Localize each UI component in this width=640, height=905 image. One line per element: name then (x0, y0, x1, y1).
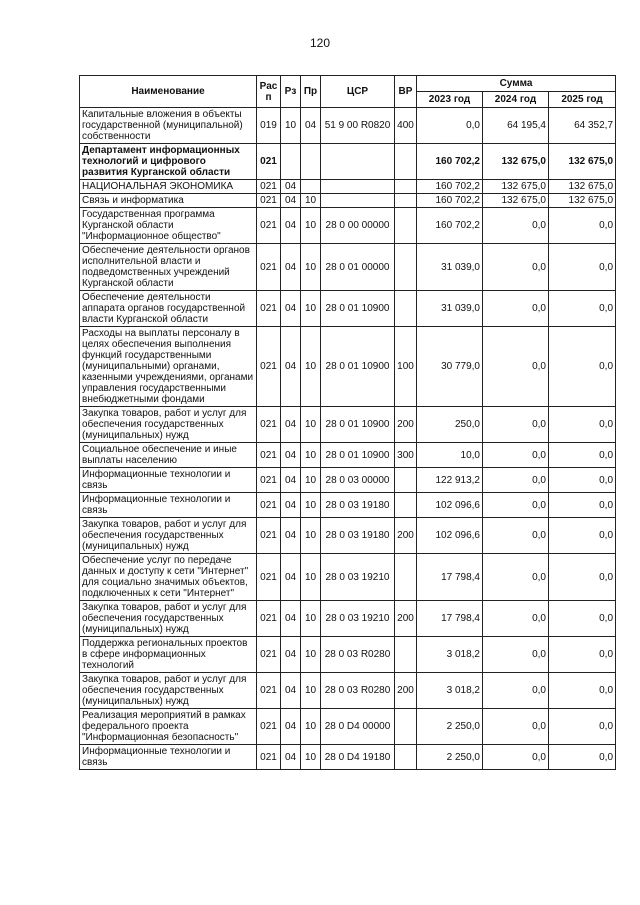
cell-y2024: 0,0 (483, 468, 549, 493)
cell-y2023: 3 018,2 (417, 637, 483, 673)
cell-y2024: 132 675,0 (483, 180, 549, 194)
cell-pr: 10 (301, 291, 321, 327)
cell-rz: 04 (281, 180, 301, 194)
table-row (80, 291, 616, 327)
table-row (80, 108, 616, 144)
cell-csr (321, 144, 395, 180)
cell-vr (395, 554, 417, 601)
cell-vr (395, 493, 417, 518)
cell-csr: 28 0 D4 19180 (321, 745, 395, 770)
cell-csr: 28 0 03 R0280 (321, 637, 395, 673)
cell-y2025: 132 675,0 (549, 194, 616, 208)
cell-vr (395, 180, 417, 194)
cell-y2023: 160 702,2 (417, 180, 483, 194)
cell-ras: 021 (257, 291, 281, 327)
cell-y2023: 2 250,0 (417, 745, 483, 770)
cell-y2023: 160 702,2 (417, 144, 483, 180)
cell-pr: 10 (301, 468, 321, 493)
cell-rz: 04 (281, 407, 301, 443)
cell-y2023: 17 798,4 (417, 601, 483, 637)
cell-y2024: 0,0 (483, 244, 549, 291)
cell-y2024: 0,0 (483, 673, 549, 709)
cell-ras: 021 (257, 709, 281, 745)
cell-name: Информационные технологии и связь (80, 745, 257, 770)
cell-name: Связь и информатика (80, 194, 257, 208)
cell-y2025: 132 675,0 (549, 180, 616, 194)
cell-pr: 10 (301, 244, 321, 291)
cell-ras: 021 (257, 745, 281, 770)
cell-y2023: 250,0 (417, 407, 483, 443)
cell-y2024: 0,0 (483, 601, 549, 637)
cell-y2024: 0,0 (483, 291, 549, 327)
cell-csr (321, 194, 395, 208)
cell-vr: 100 (395, 327, 417, 407)
table-row (80, 468, 616, 493)
cell-pr: 10 (301, 673, 321, 709)
header-2025: 2025 год (549, 92, 616, 108)
cell-y2023: 160 702,2 (417, 208, 483, 244)
cell-vr (395, 468, 417, 493)
cell-ras: 021 (257, 443, 281, 468)
cell-y2024: 132 675,0 (483, 194, 549, 208)
cell-name: Информационные технологии и связь (80, 468, 257, 493)
table-row (80, 144, 616, 180)
cell-y2023: 2 250,0 (417, 709, 483, 745)
cell-y2025: 0,0 (549, 709, 616, 745)
cell-y2025: 0,0 (549, 554, 616, 601)
cell-vr: 200 (395, 407, 417, 443)
cell-y2023: 160 702,2 (417, 194, 483, 208)
cell-ras: 021 (257, 144, 281, 180)
table-row (80, 673, 616, 709)
cell-ras: 019 (257, 108, 281, 144)
table-row (80, 745, 616, 770)
cell-y2025: 0,0 (549, 673, 616, 709)
cell-vr (395, 194, 417, 208)
cell-ras: 021 (257, 244, 281, 291)
cell-vr (395, 144, 417, 180)
cell-y2024: 132 675,0 (483, 144, 549, 180)
cell-vr (395, 291, 417, 327)
header-name: Наименование (80, 76, 257, 108)
table-row (80, 518, 616, 554)
cell-name: Закупка товаров, работ и услуг для обеспечения государственных (муниципальных) нужд (80, 407, 257, 443)
header-2024: 2024 год (483, 92, 549, 108)
cell-y2025: 0,0 (549, 208, 616, 244)
table-row (80, 194, 616, 208)
cell-rz: 04 (281, 518, 301, 554)
cell-y2025: 0,0 (549, 518, 616, 554)
header-rz: Рз (281, 76, 301, 108)
cell-y2024: 0,0 (483, 493, 549, 518)
cell-y2024: 0,0 (483, 637, 549, 673)
cell-y2023: 10,0 (417, 443, 483, 468)
cell-ras: 021 (257, 493, 281, 518)
cell-csr: 28 0 01 10900 (321, 291, 395, 327)
cell-name: Департамент информационных технологий и цифрового развития Курганской области (80, 144, 257, 180)
cell-y2023: 30 779,0 (417, 327, 483, 407)
cell-y2023: 31 039,0 (417, 244, 483, 291)
cell-rz: 04 (281, 194, 301, 208)
cell-name: Информационные технологии и связь (80, 493, 257, 518)
cell-ras: 021 (257, 601, 281, 637)
cell-csr: 28 0 01 10900 (321, 407, 395, 443)
cell-vr: 200 (395, 518, 417, 554)
cell-rz: 04 (281, 637, 301, 673)
cell-y2025: 0,0 (549, 468, 616, 493)
header-vr: ВР (395, 76, 417, 108)
cell-name: Обеспечение деятельности аппарата органов государственной власти Курганской области (80, 291, 257, 327)
cell-y2023: 31 039,0 (417, 291, 483, 327)
header-2023: 2023 год (417, 92, 483, 108)
cell-y2024: 0,0 (483, 407, 549, 443)
cell-csr: 28 0 03 19210 (321, 554, 395, 601)
cell-rz: 04 (281, 709, 301, 745)
table-row (80, 554, 616, 601)
cell-y2025: 0,0 (549, 407, 616, 443)
table-row (80, 443, 616, 468)
cell-name: Закупка товаров, работ и услуг для обеспечения государственных (муниципальных) нужд (80, 673, 257, 709)
cell-ras: 021 (257, 208, 281, 244)
cell-pr: 10 (301, 194, 321, 208)
cell-pr: 10 (301, 327, 321, 407)
cell-y2025: 64 352,7 (549, 108, 616, 144)
cell-name: Закупка товаров, работ и услуг для обеспечения государственных (муниципальных) нужд (80, 601, 257, 637)
cell-y2025: 0,0 (549, 745, 616, 770)
cell-rz: 04 (281, 327, 301, 407)
cell-name: Поддержка региональных проектов в сфере информационных технологий (80, 637, 257, 673)
header-sum: Сумма (417, 76, 616, 92)
table-row (80, 327, 616, 407)
cell-csr: 28 0 03 19180 (321, 493, 395, 518)
cell-vr (395, 745, 417, 770)
cell-y2023: 122 913,2 (417, 468, 483, 493)
cell-ras: 021 (257, 518, 281, 554)
cell-pr (301, 144, 321, 180)
cell-ras: 021 (257, 194, 281, 208)
cell-csr: 28 0 D4 00000 (321, 709, 395, 745)
cell-csr: 28 0 00 00000 (321, 208, 395, 244)
table-row (80, 709, 616, 745)
cell-name: Расходы на выплаты персоналу в целях обеспечения выполнения функций государственными (муниципальными) органами, казенными учреждениями, органами управления государственными внебюджетными фондами (80, 327, 257, 407)
cell-y2025: 0,0 (549, 443, 616, 468)
cell-ras: 021 (257, 673, 281, 709)
cell-csr: 28 0 03 R0280 (321, 673, 395, 709)
cell-pr: 10 (301, 709, 321, 745)
cell-y2025: 0,0 (549, 601, 616, 637)
cell-y2023: 102 096,6 (417, 493, 483, 518)
cell-csr: 51 9 00 R0820 (321, 108, 395, 144)
cell-pr: 10 (301, 554, 321, 601)
cell-pr: 10 (301, 745, 321, 770)
cell-y2023: 102 096,6 (417, 518, 483, 554)
header-pr: Пр (301, 76, 321, 108)
cell-pr: 10 (301, 208, 321, 244)
table-row (80, 244, 616, 291)
cell-ras: 021 (257, 180, 281, 194)
cell-csr (321, 180, 395, 194)
cell-y2024: 0,0 (483, 554, 549, 601)
cell-ras: 021 (257, 468, 281, 493)
cell-vr (395, 637, 417, 673)
cell-rz: 04 (281, 468, 301, 493)
cell-csr: 28 0 03 19210 (321, 601, 395, 637)
cell-y2024: 64 195,4 (483, 108, 549, 144)
cell-rz: 04 (281, 601, 301, 637)
cell-name: Капитальные вложения в объекты государственной (муниципальной) собственности (80, 108, 257, 144)
cell-rz: 10 (281, 108, 301, 144)
cell-rz: 04 (281, 493, 301, 518)
cell-pr: 10 (301, 493, 321, 518)
header-csr: ЦСР (321, 76, 395, 108)
table-row (80, 180, 616, 194)
page-number: 120 (309, 36, 331, 50)
cell-y2025: 132 675,0 (549, 144, 616, 180)
cell-y2023: 3 018,2 (417, 673, 483, 709)
cell-name: Социальное обеспечение и иные выплаты населению (80, 443, 257, 468)
cell-pr: 10 (301, 518, 321, 554)
cell-pr: 04 (301, 108, 321, 144)
cell-rz: 04 (281, 745, 301, 770)
cell-y2025: 0,0 (549, 244, 616, 291)
cell-y2024: 0,0 (483, 745, 549, 770)
cell-csr: 28 0 01 00000 (321, 244, 395, 291)
table-row (80, 407, 616, 443)
cell-y2024: 0,0 (483, 443, 549, 468)
cell-y2024: 0,0 (483, 208, 549, 244)
cell-vr: 300 (395, 443, 417, 468)
cell-y2025: 0,0 (549, 637, 616, 673)
cell-y2025: 0,0 (549, 327, 616, 407)
cell-y2023: 17 798,4 (417, 554, 483, 601)
cell-name: Обеспечение деятельности органов исполнительной власти и подведомственных учреждений Курганской области (80, 244, 257, 291)
cell-y2024: 0,0 (483, 709, 549, 745)
cell-rz: 04 (281, 554, 301, 601)
cell-ras: 021 (257, 554, 281, 601)
cell-y2024: 0,0 (483, 327, 549, 407)
header-ras: Рас п (257, 76, 281, 108)
cell-rz: 04 (281, 673, 301, 709)
cell-vr (395, 244, 417, 291)
budget-table (79, 75, 616, 770)
cell-rz: 04 (281, 443, 301, 468)
table-row (80, 208, 616, 244)
table-row (80, 601, 616, 637)
cell-ras: 021 (257, 327, 281, 407)
cell-vr: 200 (395, 673, 417, 709)
cell-name: Закупка товаров, работ и услуг для обеспечения государственных (муниципальных) нужд (80, 518, 257, 554)
cell-csr: 28 0 01 10900 (321, 327, 395, 407)
cell-ras: 021 (257, 407, 281, 443)
cell-pr (301, 180, 321, 194)
cell-rz: 04 (281, 208, 301, 244)
cell-vr (395, 208, 417, 244)
cell-name: Обеспечение услуг по передаче данных и доступу к сети "Интернет" для социально значимых объектов, подключенных к сети "Интернет" (80, 554, 257, 601)
cell-vr (395, 709, 417, 745)
cell-csr: 28 0 03 00000 (321, 468, 395, 493)
cell-vr: 400 (395, 108, 417, 144)
cell-y2024: 0,0 (483, 518, 549, 554)
cell-y2023: 0,0 (417, 108, 483, 144)
table-row (80, 637, 616, 673)
cell-pr: 10 (301, 601, 321, 637)
table-row (80, 493, 616, 518)
cell-pr: 10 (301, 637, 321, 673)
cell-rz: 04 (281, 244, 301, 291)
cell-pr: 10 (301, 407, 321, 443)
cell-name: Реализация мероприятий в рамках федерального проекта "Информационная безопасность" (80, 709, 257, 745)
cell-csr: 28 0 03 19180 (321, 518, 395, 554)
cell-y2025: 0,0 (549, 291, 616, 327)
cell-ras: 021 (257, 637, 281, 673)
cell-rz (281, 144, 301, 180)
cell-rz: 04 (281, 291, 301, 327)
cell-vr: 200 (395, 601, 417, 637)
cell-y2025: 0,0 (549, 493, 616, 518)
cell-pr: 10 (301, 443, 321, 468)
cell-csr: 28 0 01 10900 (321, 443, 395, 468)
cell-name: НАЦИОНАЛЬНАЯ ЭКОНОМИКА (80, 180, 257, 194)
cell-name: Государственная программа Курганской области "Информационное общество" (80, 208, 257, 244)
